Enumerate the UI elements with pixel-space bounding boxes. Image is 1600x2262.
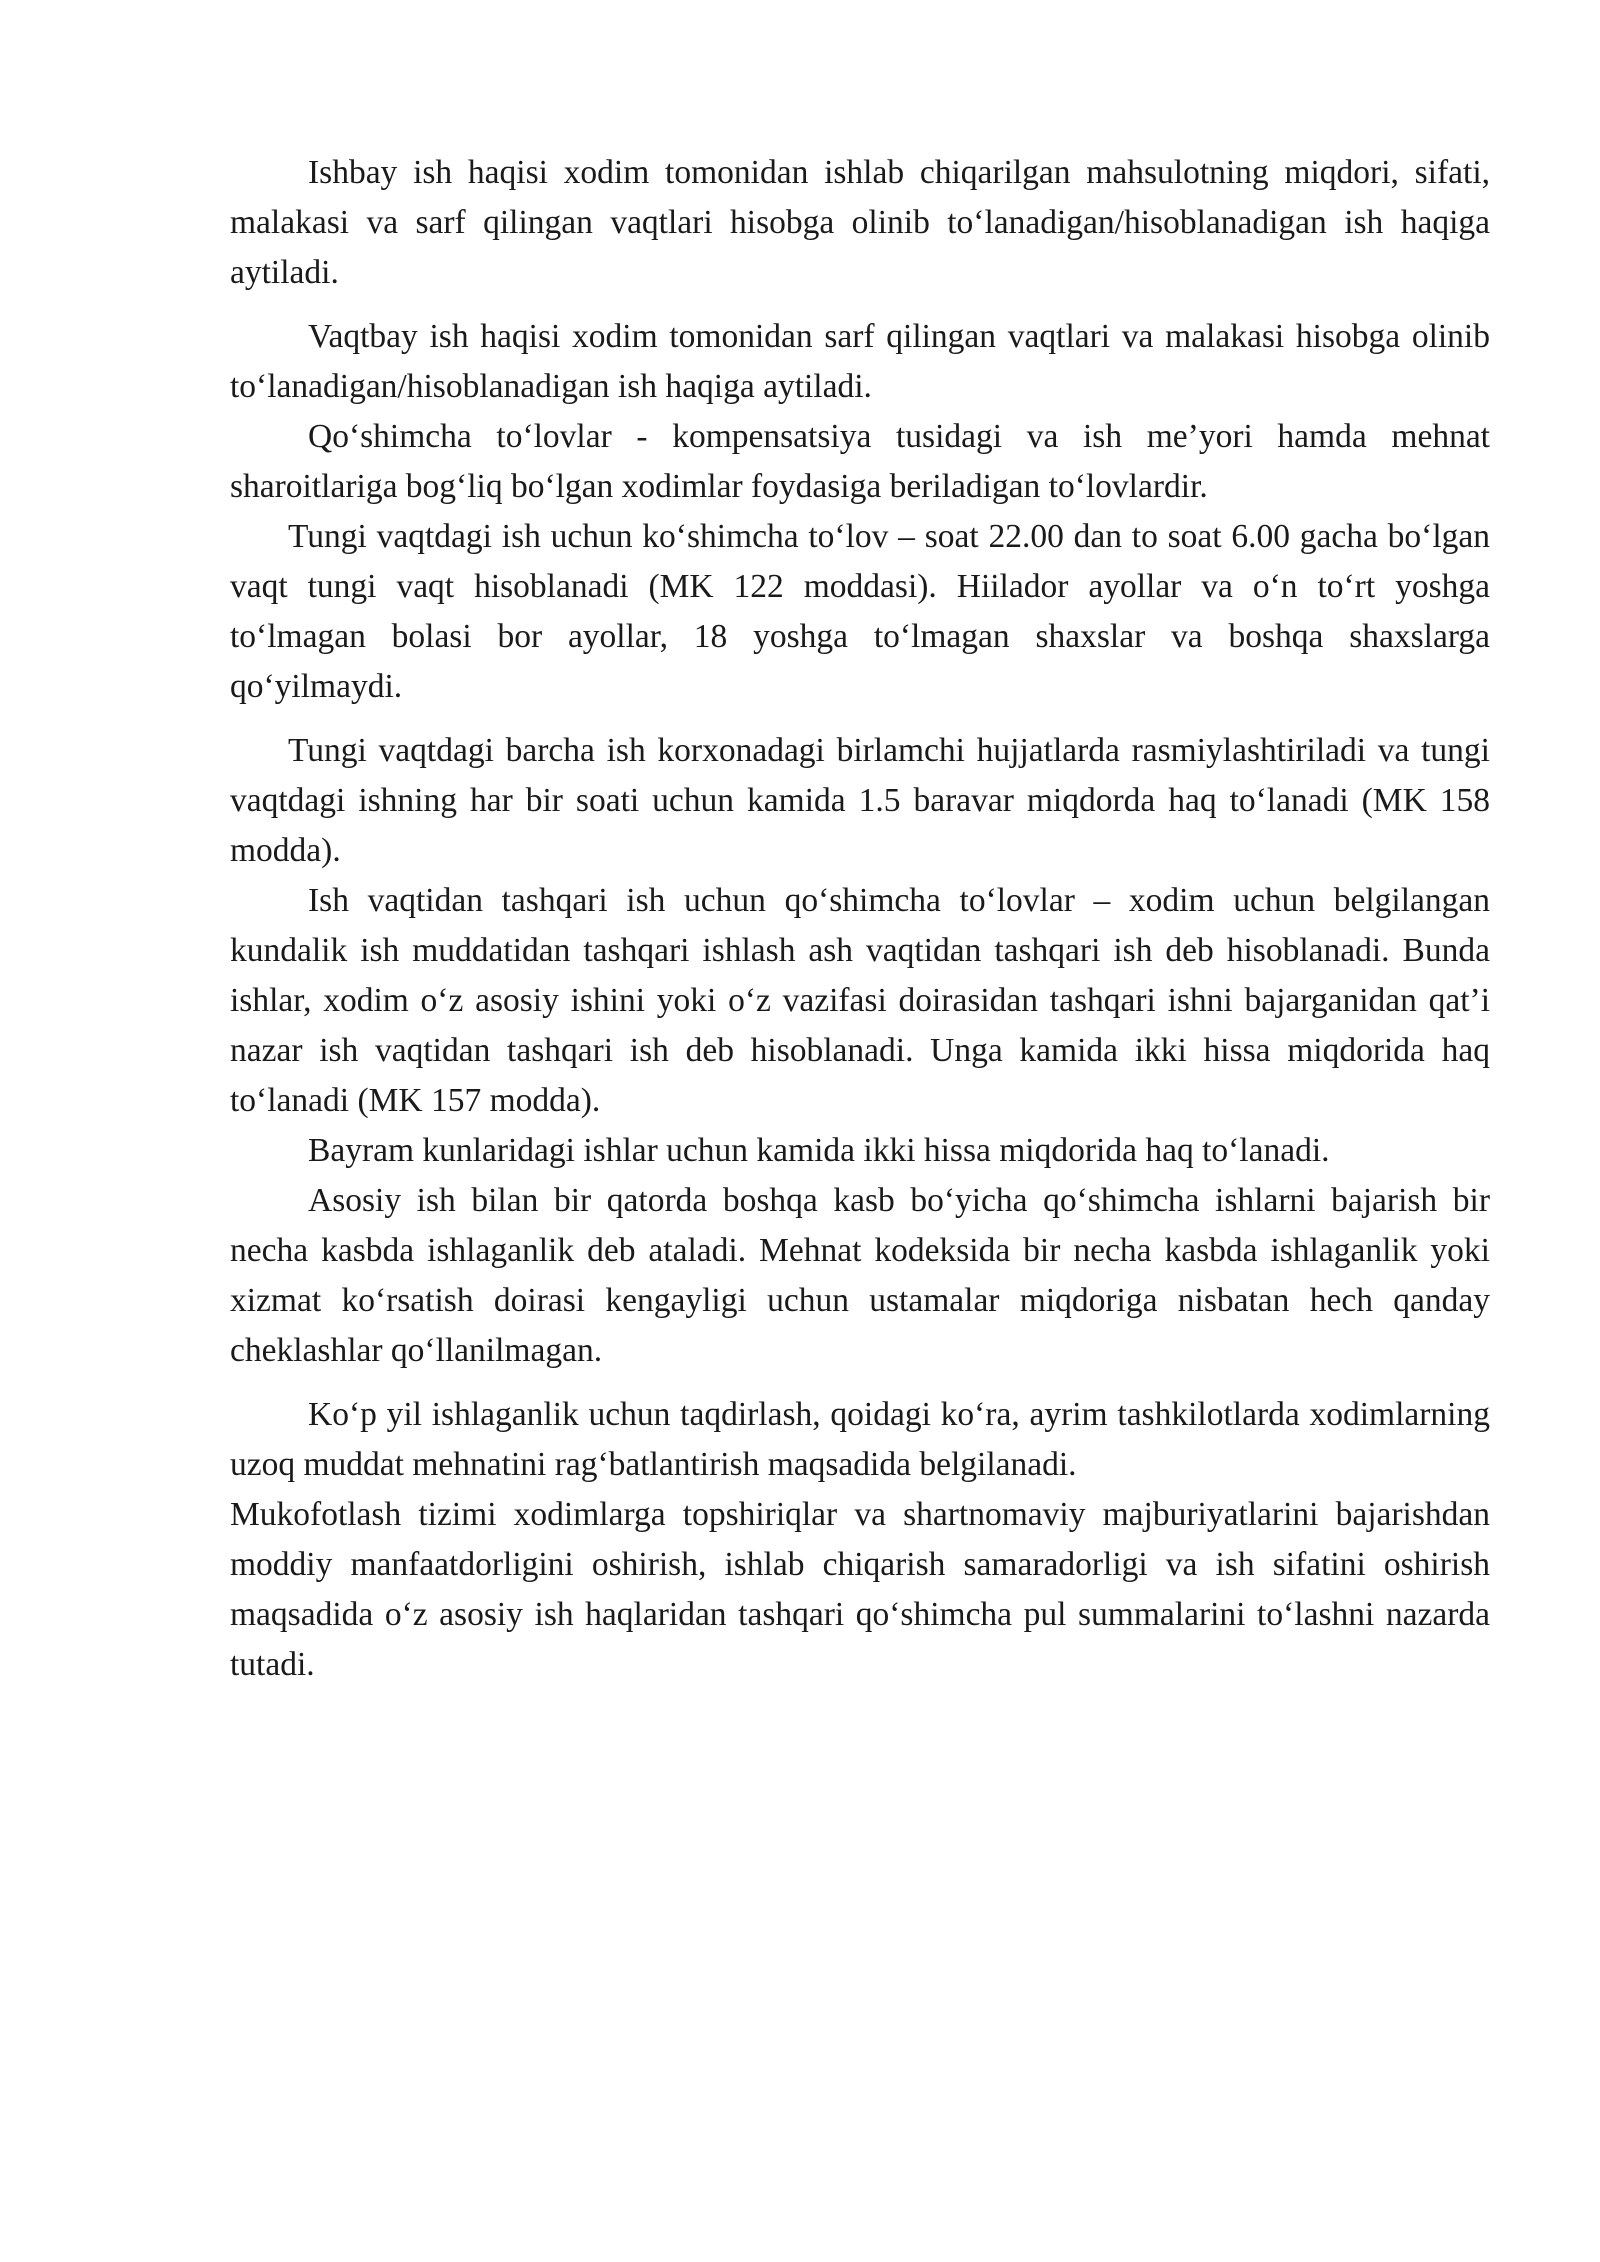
paragraph-long-service-reward: Ko‘p yil ishlaganlik uchun taqdirlash, qoidagi ko‘ra, ayrim tashkilotlarda xodimlarning uzoq muddat mehnatini rag‘batlantirish maqsadida belgilanadi.	[230, 1396, 1490, 1483]
paragraph-overtime-pay: Ish vaqtidan tashqari ish uchun qo‘shimcha to‘lovlar – xodim uchun belgilangan kundalik ish muddatidan tashqari ishlash ash vaqtidan tashqari ish deb hisoblanadi. Bunda ishlar, xodim o‘z asosiy ishini yoki o‘z vazifasi doirasidan tashqari ishni bajarganidan qat’i nazar ish vaqtidan tashqari ish deb hisoblanadi. Unga kamida ikki hissa miqdorida haq to‘lanadi (MK 157 modda).	[230, 882, 1490, 1119]
paragraph-time-based-pay: Vaqtbay ish haqisi xodim tomonidan sarf qilingan vaqtlari va malakasi hisobga olinib to‘lanadigan/hisoblanadigan ish haqiga aytiladi.	[230, 318, 1490, 405]
paragraph-night-work-pay: Tungi vaqtdagi ish uchun ko‘shimcha to‘lov – soat 22.00 dan to soat 6.00 gacha bo‘lgan vaqt tungi vaqt hisoblanadi (MK 122 moddasi). Hiilador ayollar va o‘n to‘rt yoshga to‘lmagan bolasi bor ayollar, 18 yoshga to‘lmagan shaxslar va boshqa shaxslarga qo‘yilmaydi.	[230, 518, 1490, 705]
paragraph-bonus-system: Mukofotlash tizimi xodimlarga topshiriqlar va shartnomaviy majburiyatlarini bajarishdan moddiy manfaatdorligini oshirish, ishlab chiqarish samaradorligi va ish sifatini oshirish maqsadida o‘z asosiy ish haqlaridan tashqari qo‘shimcha pul summalarini to‘lashni nazarda tutadi.	[230, 1496, 1490, 1683]
paragraph-additional-payments: Qo‘shimcha to‘lovlar - kompensatsiya tusidagi va ish me’yori hamda mehnat sharoitlariga bog‘liq bo‘lgan xodimlar foydasiga beriladigan to‘lovlardir.	[230, 418, 1490, 505]
paragraph-night-work-documentation: Tungi vaqtdagi barcha ish korxonadagi birlamchi hujjatlarda rasmiylashtiriladi va tungi vaqtdagi ishning har bir soati uchun kamida 1.5 baravar miqdorda haq to‘lanadi (MK 158 modda).	[230, 732, 1490, 869]
paragraph-multiple-professions: Asosiy ish bilan bir qatorda boshqa kasb bo‘yicha qo‘shimcha ishlarni bajarish bir necha kasbda ishlaganlik deb ataladi. Mehnat kodeksida bir necha kasbda ishlaganlik yoki xizmat ko‘rsatish doirasi kengayligi uchun ustamalar miqdoriga nisbatan hech qanday cheklashlar qo‘llanilmagan.	[230, 1182, 1490, 1369]
paragraph-holiday-pay: Bayram kunlaridagi ishlar uchun kamida ikki hissa miqdorida haq to‘lanadi.	[308, 1132, 1330, 1169]
document-body	[230, 148, 1490, 1690]
paragraph-piece-rate-pay: Ishbay ish haqisi xodim tomonidan ishlab chiqarilgan mahsulotning miqdori, sifati, malakasi va sarf qilingan vaqtlari hisobga olinib to‘lanadigan/hisoblanadigan ish haqiga aytiladi.	[230, 154, 1490, 291]
